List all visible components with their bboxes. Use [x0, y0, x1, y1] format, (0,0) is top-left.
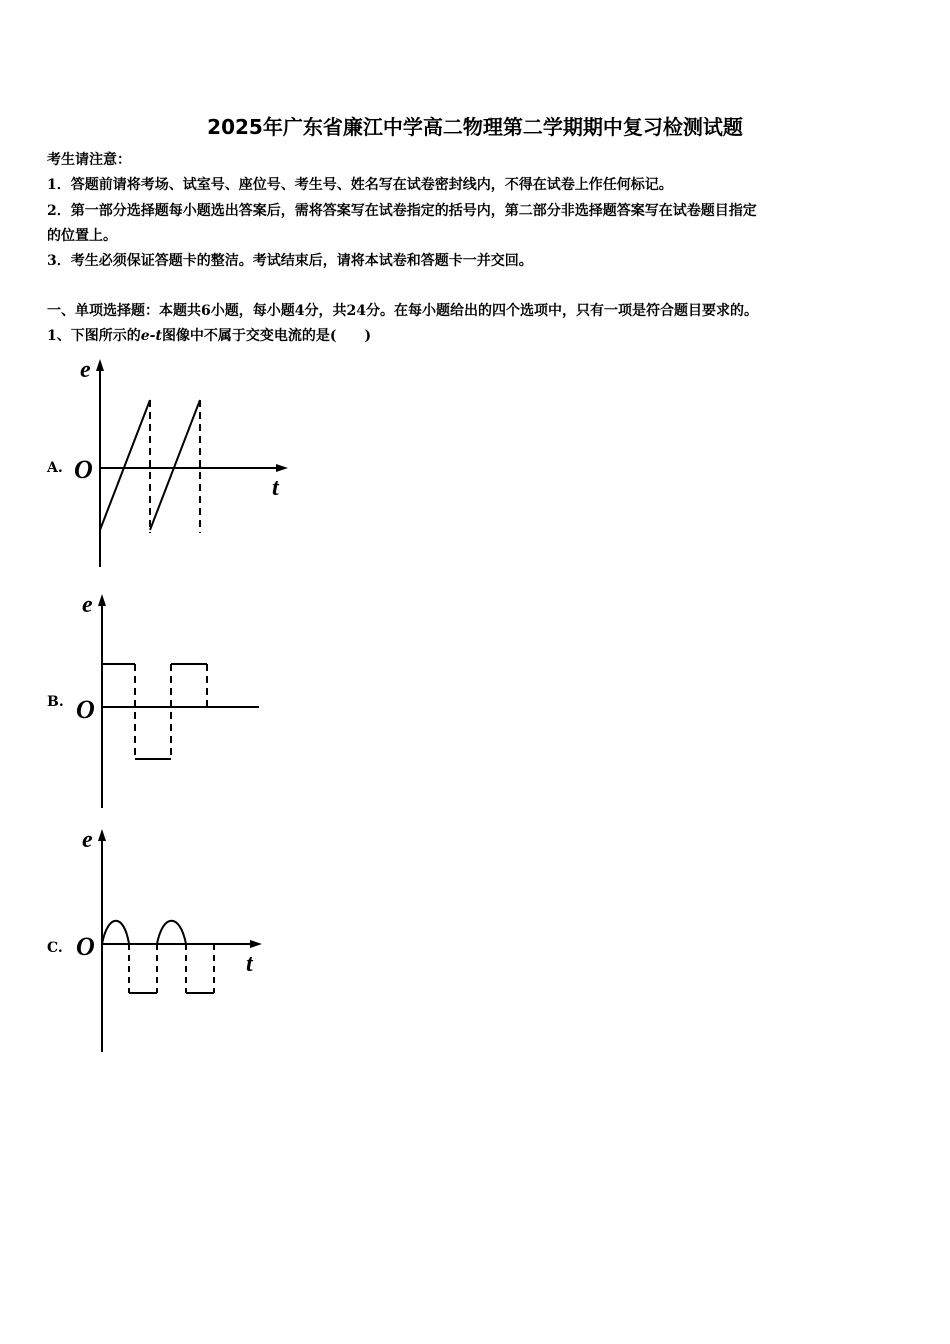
half-sine-2: [157, 921, 186, 944]
y-arrow-icon: [96, 359, 104, 371]
notice-item-3: 3．考生必须保证答题卡的整洁。考试结束后，请将本试卷和答题卡一并交回。: [47, 253, 533, 269]
y-axis-label: e: [80, 357, 91, 383]
x-axis-label: t: [272, 475, 279, 501]
origin-label: O: [76, 932, 95, 961]
notice-item-1: 1．答题前请将考场、试室号、座位号、考生号、姓名写在试卷密封线内，不得在试卷上作任何标记。: [47, 177, 673, 193]
y-arrow-icon: [98, 829, 106, 841]
notice-item-2: 2．第一部分选择题每小题选出答案后，需将答案写在试卷指定的括号内，第二部分非选择题答案写在试卷题目指定: [47, 203, 757, 219]
question-suffix: 图像中不属于交变电流的是( ): [161, 328, 372, 344]
x-arrow-icon: [250, 940, 262, 948]
sawtooth-ramp-1: [100, 400, 150, 530]
option-b-graph: [70, 590, 270, 810]
notice-item-2-cont: 的位置上。: [47, 228, 117, 244]
y-axis-label: e: [82, 592, 93, 618]
page-title: 2025年广东省廉江中学高二物理第二学期期中复习检测试题: [207, 115, 743, 139]
option-a-label: A.: [47, 460, 63, 476]
option-c-label: C.: [47, 940, 63, 956]
y-arrow-icon: [98, 594, 106, 606]
half-sine-1: [102, 921, 129, 944]
origin-label: O: [76, 695, 95, 724]
y-axis-label: e: [82, 827, 93, 853]
origin-label: O: [74, 455, 93, 484]
option-b-label: B.: [47, 694, 64, 710]
x-arrow-icon: [276, 464, 288, 472]
question-prefix: 1、下图所示的: [47, 328, 141, 344]
option-c-graph: [70, 825, 270, 1055]
question-var: e-t: [140, 328, 162, 344]
x-axis-label: t: [246, 951, 253, 977]
notice-heading: 考生请注意：: [47, 152, 131, 168]
sawtooth-ramp-2: [150, 400, 200, 530]
section-heading: 一、单项选择题：本题共6小题，每小题4分，共24分。在每小题给出的四个选项中，只有一项是符合题目要求的。: [47, 303, 758, 319]
question-1: [47, 326, 907, 346]
option-a-graph: [70, 355, 290, 570]
